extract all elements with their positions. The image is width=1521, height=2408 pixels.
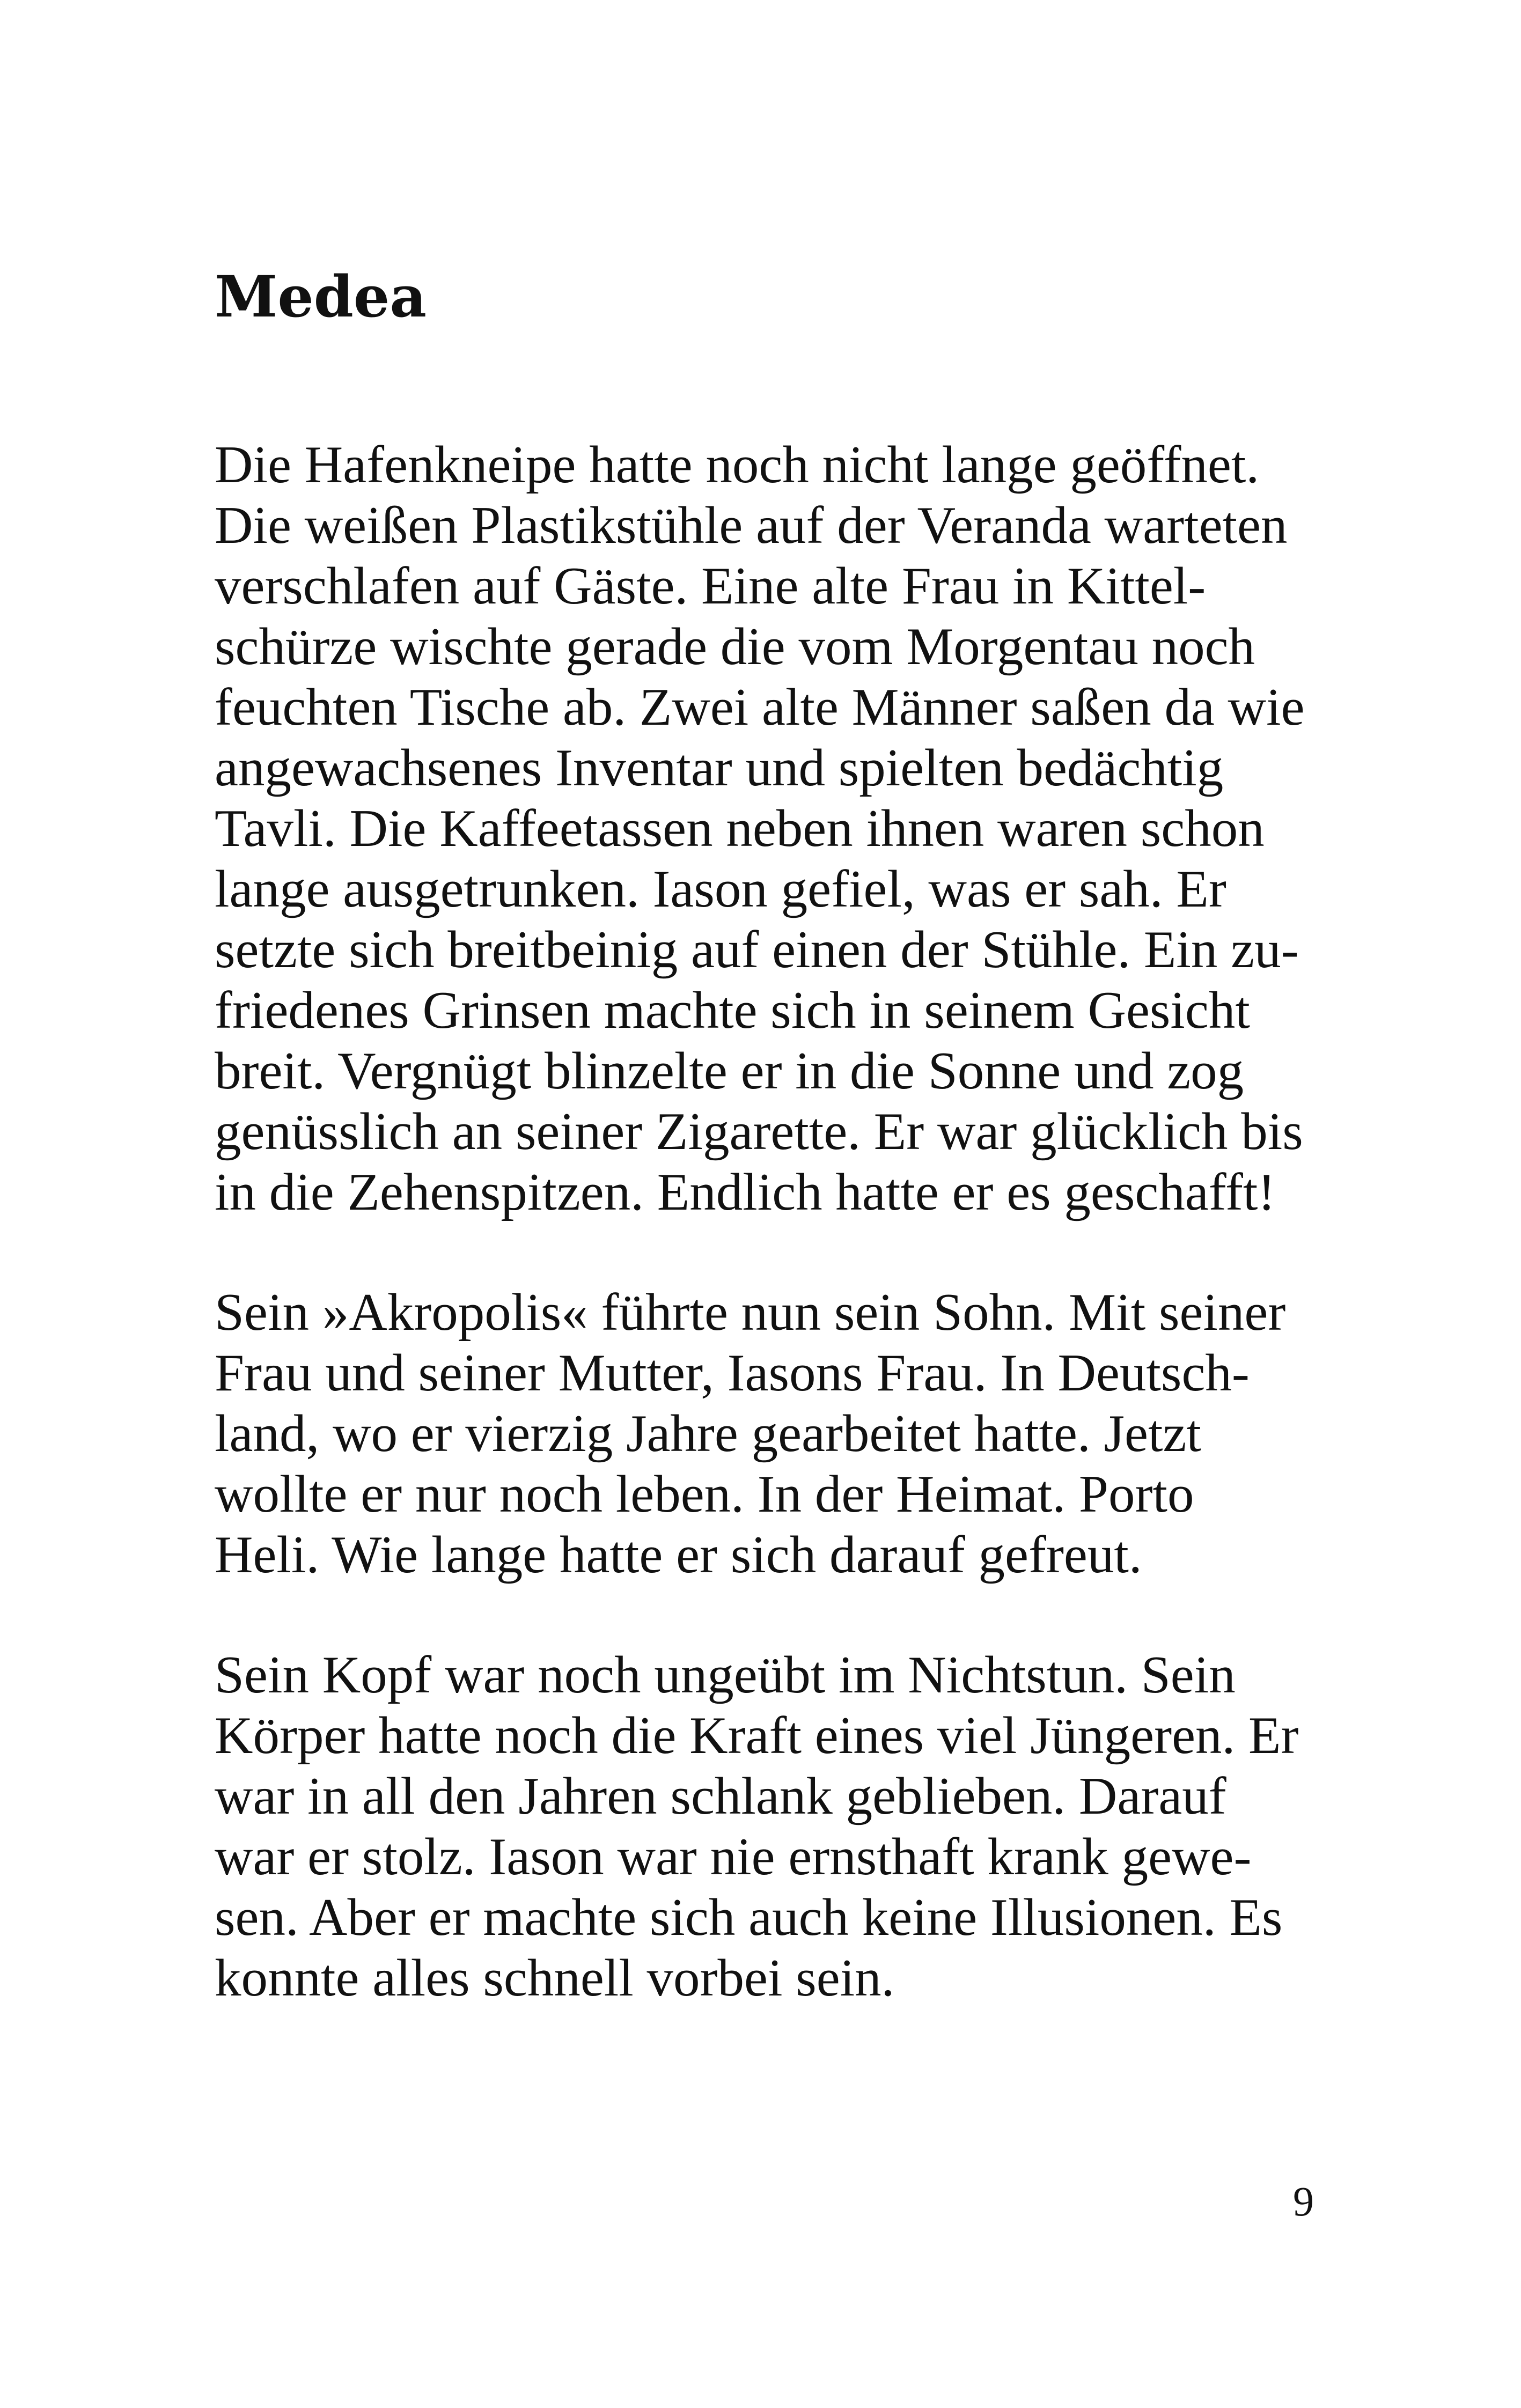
chapter-title: Medea [215, 263, 427, 330]
text-line: feuchten Tische ab. Zwei alte Männer saßen da wie [215, 678, 1305, 737]
text-line: breit. Vergnügt blinzelte er in die Sonne und zog [215, 1042, 1244, 1100]
text-line: lange ausgetrunken. Iason gefiel, was er sah. Er [215, 860, 1226, 918]
text-line: verschlafen auf Gäste. Eine alte Frau in Kittel- [215, 557, 1206, 615]
text-line: genüsslich an seiner Zigarette. Er war glücklich bis [215, 1102, 1303, 1161]
text-line: Heli. Wie lange hatte er sich darauf gefreut. [215, 1526, 1142, 1584]
text-line: schürze wischte gerade die vom Morgentau noch [215, 617, 1255, 676]
text-line: war er stolz. Iason war nie ernsthaft krank gewe- [215, 1828, 1252, 1886]
text-line: Sein »Akropolis« führte nun sein Sohn. Mit seiner [215, 1283, 1286, 1342]
text-line: setzte sich breitbeinig auf einen der Stühle. Ein zu- [215, 921, 1299, 979]
text-line: Tavli. Die Kaffeetassen neben ihnen waren schon [215, 799, 1265, 858]
text-line: angewachsenes Inventar und spielten bedächtig [215, 739, 1224, 797]
text-line: land, wo er vierzig Jahre gearbeitet hatte. Jetzt [215, 1404, 1201, 1463]
text-line: wollte er nur noch leben. In der Heimat. Porto [215, 1465, 1194, 1523]
text-line: war in all den Jahren schlank geblieben. Darauf [215, 1767, 1226, 1825]
text-line: friedenes Grinsen machte sich in seinem Gesicht [215, 981, 1250, 1040]
text-line: in die Zehenspitzen. Endlich hatte er es geschafft! [215, 1163, 1276, 1221]
text-line: konnte alles schnell vorbei sein. [215, 1949, 895, 2007]
text-line: Die weißen Plastikstühle auf der Veranda warteten [215, 496, 1288, 555]
text-line: Frau und seiner Mutter, Iasons Frau. In Deutsch- [215, 1344, 1250, 1402]
text-line: Sein Kopf war noch ungeübt im Nichtstun. Sein [215, 1646, 1236, 1704]
text-line: Die Hafenkneipe hatte noch nicht lange geöffnet. [215, 436, 1260, 494]
text-line: Körper hatte noch die Kraft eines viel Jüngeren. Er [215, 1706, 1299, 1765]
page-number: 9 [1293, 2178, 1314, 2225]
text-line: sen. Aber er machte sich auch keine Illusionen. Es [215, 1888, 1283, 1947]
